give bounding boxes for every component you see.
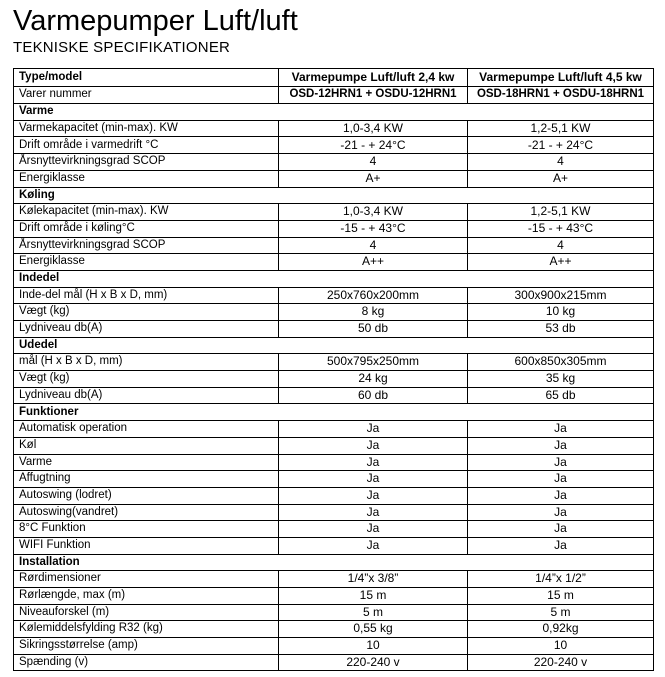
- section-label: Installation: [14, 554, 654, 571]
- row-label: Energiklasse: [14, 170, 279, 187]
- row-value-2: Ja: [468, 537, 654, 554]
- row-label: Vægt (kg): [14, 371, 279, 388]
- table-row: [14, 454, 654, 471]
- row-value-1: 220-240 v: [279, 654, 468, 671]
- row-label: Kølemiddelsfylding R32 (kg): [14, 621, 279, 638]
- header-model-4-5kw: Varmepumpe Luft/luft 4,5 kw: [468, 69, 654, 87]
- table-row: [14, 154, 654, 171]
- row-value-2: 10 kg: [468, 304, 654, 321]
- row-value-2: Ja: [468, 521, 654, 538]
- row-value-1: 24 kg: [279, 371, 468, 388]
- row-label: Varer nummer: [14, 87, 279, 104]
- row-label: Autoswing(vandret): [14, 504, 279, 521]
- row-value-1: 0,55 kg: [279, 621, 468, 638]
- row-value-2: 35 kg: [468, 371, 654, 388]
- row-value-1: -15 - + 43°C: [279, 220, 468, 237]
- row-value-1: Ja: [279, 487, 468, 504]
- row-value-2: 220-240 v: [468, 654, 654, 671]
- row-label: mål (H x B x D, mm): [14, 354, 279, 371]
- table-row: [14, 421, 654, 438]
- row-value-2: Ja: [468, 421, 654, 438]
- row-value-1: 1,0-3,4 KW: [279, 204, 468, 221]
- table-row: [14, 287, 654, 304]
- table-row: [14, 237, 654, 254]
- table-row: [14, 654, 654, 671]
- table-row: [14, 137, 654, 154]
- spec-table-body: [14, 87, 654, 671]
- row-value-1: 5 m: [279, 604, 468, 621]
- section-label: Varme: [14, 104, 654, 121]
- row-value-1: Ja: [279, 521, 468, 538]
- section-row: [14, 187, 654, 204]
- row-value-1: -21 - + 24°C: [279, 137, 468, 154]
- row-value-1: 60 db: [279, 387, 468, 404]
- row-value-2: A++: [468, 254, 654, 271]
- row-value-2: 10: [468, 638, 654, 655]
- section-row: [14, 270, 654, 287]
- row-label: Køl: [14, 437, 279, 454]
- row-label: Varmekapacitet (min-max). KW: [14, 120, 279, 137]
- row-value-2: 5 m: [468, 604, 654, 621]
- row-value-1: Ja: [279, 537, 468, 554]
- row-label: Drift område i køling°C: [14, 220, 279, 237]
- row-value-1: Ja: [279, 454, 468, 471]
- row-label: Rørlængde, max (m): [14, 588, 279, 605]
- row-label: Rørdimensioner: [14, 571, 279, 588]
- row-value-2: Ja: [468, 504, 654, 521]
- row-value-1: Ja: [279, 471, 468, 488]
- row-value-2: A+: [468, 170, 654, 187]
- row-value-1: 4: [279, 154, 468, 171]
- section-row: [14, 337, 654, 354]
- row-value-1: 8 kg: [279, 304, 468, 321]
- row-label: Varme: [14, 454, 279, 471]
- row-value-1: 1,0-3,4 KW: [279, 120, 468, 137]
- row-value-1: A+: [279, 170, 468, 187]
- row-value-2: 300x900x215mm: [468, 287, 654, 304]
- table-row: [14, 487, 654, 504]
- row-label: Affugtning: [14, 471, 279, 488]
- table-row: [14, 170, 654, 187]
- row-value-1: Ja: [279, 437, 468, 454]
- row-value-2: Ja: [468, 487, 654, 504]
- row-value-1: 500x795x250mm: [279, 354, 468, 371]
- row-label: Automatisk operation: [14, 421, 279, 438]
- section-label: Indedel: [14, 270, 654, 287]
- row-value-2: 65 db: [468, 387, 654, 404]
- table-row: [14, 471, 654, 488]
- table-row: [14, 321, 654, 338]
- row-value-2: 1/4”x 1/2”: [468, 571, 654, 588]
- row-value-2: 4: [468, 154, 654, 171]
- table-row: [14, 204, 654, 221]
- header-model-2-4kw: Varmepumpe Luft/luft 2,4 kw: [279, 69, 468, 87]
- row-label: Energiklasse: [14, 254, 279, 271]
- section-label: Udedel: [14, 337, 654, 354]
- row-label: Kølekapacitet (min-max). KW: [14, 204, 279, 221]
- table-row: [14, 220, 654, 237]
- row-value-2: 0,92kg: [468, 621, 654, 638]
- table-row: [14, 621, 654, 638]
- row-value-1: 15 m: [279, 588, 468, 605]
- table-row: [14, 604, 654, 621]
- table-row: [14, 537, 654, 554]
- row-value-1: 50 db: [279, 321, 468, 338]
- section-row: [14, 404, 654, 421]
- row-label: Niveauforskel (m): [14, 604, 279, 621]
- row-value-2: Ja: [468, 454, 654, 471]
- table-row: [14, 571, 654, 588]
- row-value-1: A++: [279, 254, 468, 271]
- row-value-2: -21 - + 24°C: [468, 137, 654, 154]
- table-row: [14, 387, 654, 404]
- row-label: Drift område i varmedrift °C: [14, 137, 279, 154]
- row-label: Lydniveau db(A): [14, 387, 279, 404]
- row-value-1: 10: [279, 638, 468, 655]
- row-label: Årsnyttevirkningsgrad SCOP: [14, 237, 279, 254]
- row-value-1: 1/4”x 3/8”: [279, 571, 468, 588]
- row-value-2: 53 db: [468, 321, 654, 338]
- table-row: [14, 504, 654, 521]
- row-value-2: 1,2-5,1 KW: [468, 204, 654, 221]
- row-value-1: 250x760x200mm: [279, 287, 468, 304]
- row-value-2: 15 m: [468, 588, 654, 605]
- row-value-1: OSD-12HRN1 + OSDU-12HRN1: [279, 87, 468, 104]
- row-value-2: 600x850x305mm: [468, 354, 654, 371]
- row-value-2: OSD-18HRN1 + OSDU-18HRN1: [468, 87, 654, 104]
- section-label: Køling: [14, 187, 654, 204]
- row-label: Autoswing (lodret): [14, 487, 279, 504]
- section-row: [14, 104, 654, 121]
- row-value-2: 1,2-5,1 KW: [468, 120, 654, 137]
- header-type-model: Type/model: [14, 69, 279, 87]
- table-row: [14, 371, 654, 388]
- row-label: Vægt (kg): [14, 304, 279, 321]
- table-row: [14, 254, 654, 271]
- row-value-1: Ja: [279, 504, 468, 521]
- page-title: Varmepumper Luft/luft: [13, 5, 298, 37]
- row-value-1: 4: [279, 237, 468, 254]
- row-label: Årsnyttevirkningsgrad SCOP: [14, 154, 279, 171]
- section-label: Funktioner: [14, 404, 654, 421]
- row-label: Inde-del mål (H x B x D, mm): [14, 287, 279, 304]
- table-row: [14, 304, 654, 321]
- table-row: [14, 521, 654, 538]
- row-label: Sikringsstørrelse (amp): [14, 638, 279, 655]
- table-row: [14, 87, 654, 104]
- table-row: [14, 354, 654, 371]
- row-value-2: Ja: [468, 471, 654, 488]
- row-value-2: -15 - + 43°C: [468, 220, 654, 237]
- section-row: [14, 554, 654, 571]
- spec-table: [13, 68, 654, 671]
- table-row: [14, 437, 654, 454]
- table-row: [14, 588, 654, 605]
- table-row: [14, 120, 654, 137]
- row-label: 8°C Funktion: [14, 521, 279, 538]
- row-value-1: Ja: [279, 421, 468, 438]
- row-label: Lydniveau db(A): [14, 321, 279, 338]
- row-label: Spænding (v): [14, 654, 279, 671]
- page-subtitle: TEKNISKE SPECIFIKATIONER: [13, 38, 231, 56]
- table-row: [14, 638, 654, 655]
- row-value-2: Ja: [468, 437, 654, 454]
- row-value-2: 4: [468, 237, 654, 254]
- table-header-row: [14, 69, 654, 87]
- row-label: WIFI Funktion: [14, 537, 279, 554]
